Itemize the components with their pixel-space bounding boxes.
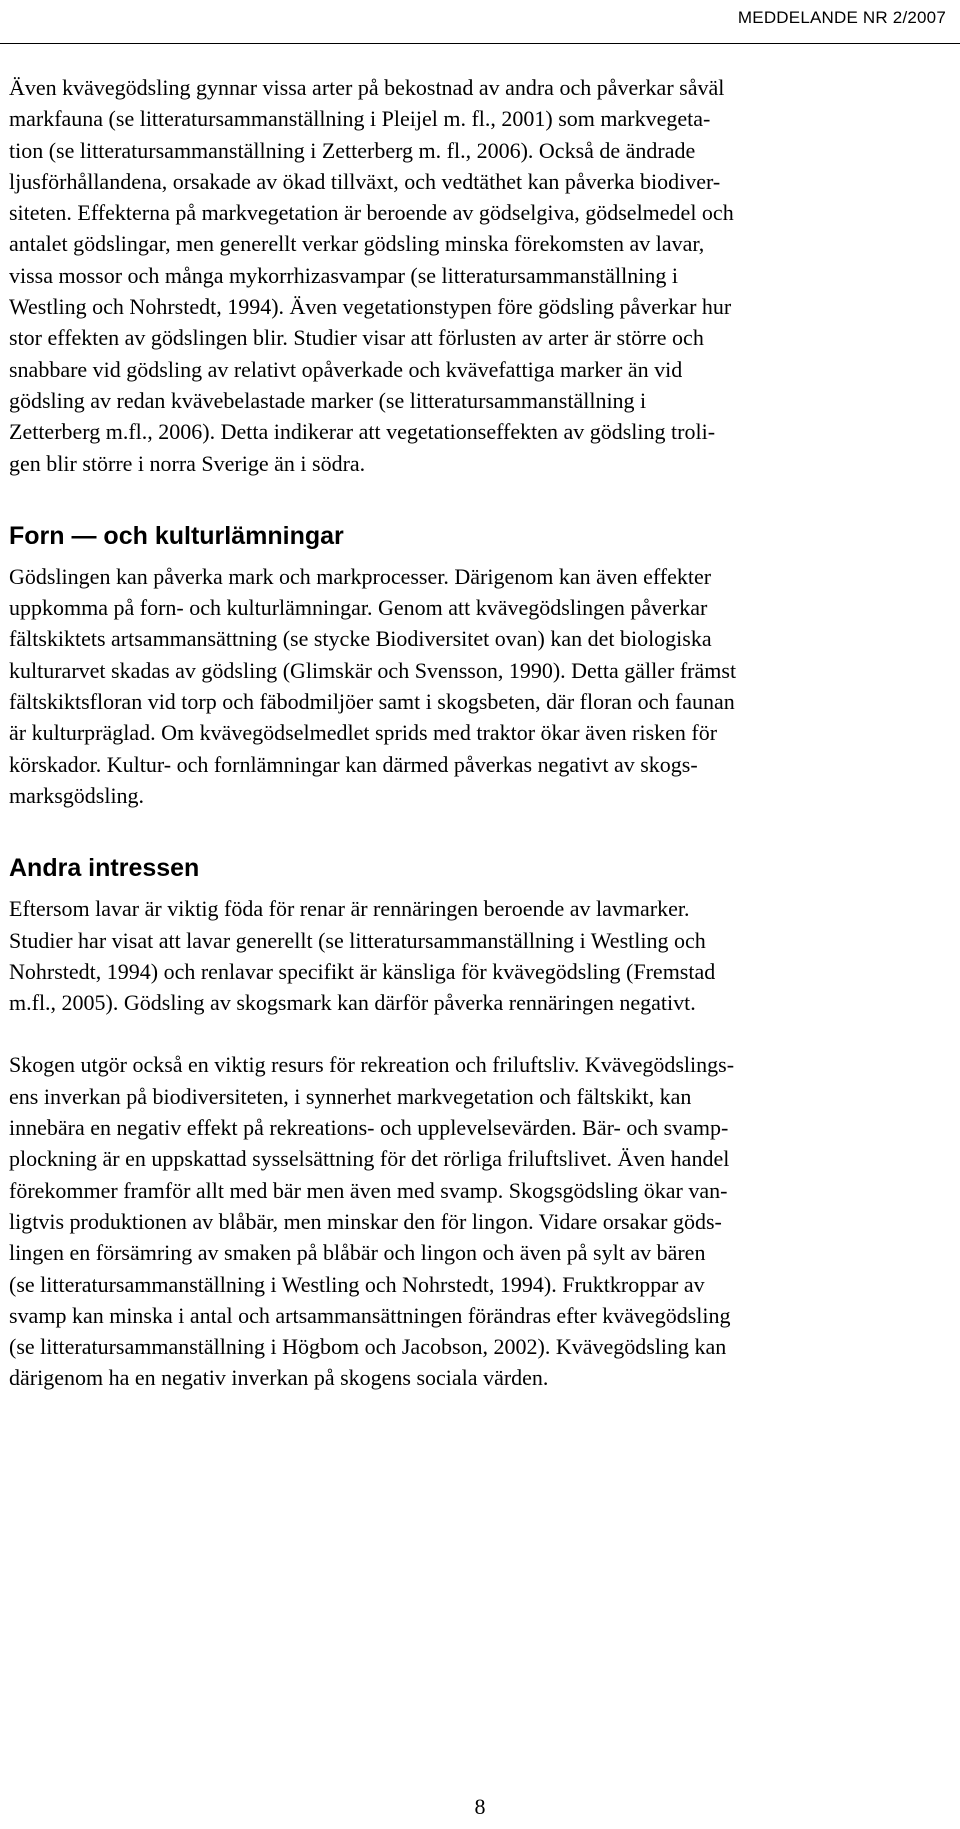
text-line: fältskiktsfloran vid torp och fäbodmiljöer samt i skogsbeten, där floran och faunan [9,689,735,715]
section-heading-forn: Forn — och kulturlämningar [9,521,344,550]
text-line: fältskiktets artsammansättning (se stycke Biodiversitet ovan) kan det biologiska [9,626,712,652]
text-line: vissa mossor och många mykorrhizasvampar (se litteratursammanställning i [9,262,679,288]
text-line: Nohrstedt, 1994) och renlavar specifikt är känsliga för kvävegödsling (Fremstad [9,958,716,984]
text-line: (se litteratursammanställning i Westling och Nohrstedt, 1994). Fruktkroppar av [9,1271,705,1297]
text-line: uppkomma på forn- och kulturlämningar. Genom att kvävegödslingen påverkar [9,595,708,621]
text-line: marksgödsling. [9,782,145,808]
text-line: kulturarvet skadas av gödsling (Glimskär och Svensson, 1990). Detta gäller främst [9,657,737,683]
text-line: förekommer framför allt med bär men även med svamp. Skogsgödsling ökar van- [9,1177,728,1203]
text-line: Gödslingen kan påverka mark och markprocesser. Därigenom kan även effekter [9,563,712,589]
page-number: 8 [474,1794,486,1819]
text-line: ljusförhållandena, orsakade av ökad tillväxt, och vedtäthet kan påverka biodiver- [9,168,721,194]
andra-paragraph-2 [9,1049,943,1393]
text-line: plockning är en uppskattad sysselsättning för det rörliga friluftslivet. Även handel [9,1146,730,1172]
text-line: svamp kan minska i antal och artsammansättningen förändras efter kvävegödsling [9,1302,731,1328]
text-line: antalet gödslingar, men generellt verkar gödsling minska förekomsten av lavar, [9,231,705,257]
text-line: Skogen utgör också en viktig resurs för rekreation och friluftsliv. Kvävegödslings- [9,1052,735,1078]
section-heading-andra: Andra intressen [9,854,200,883]
text-line: ligtvis produktionen av blåbär, men minskar den för lingon. Vidare orsakar göds- [9,1208,722,1234]
text-line: markfauna (se litteratursammanställning i Pleijel m. fl., 2001) som markvegeta- [9,106,711,132]
text-line: Även kvävegödsling gynnar vissa arter på bekostnad av andra och påverkar såväl [9,75,725,100]
header-rule [0,43,960,44]
text-line: ens inverkan på biodiversiteten, i synnerhet markvegetation och fältskikt, kan [9,1083,692,1109]
text-line: m.fl., 2005). Gödsling av skogsmark kan därför påverka rennäringen negativt. [9,990,696,1016]
text-line: Westling och Nohrstedt, 1994). Även vegetationstypen före gödsling påverkar hur [9,294,732,320]
andra-paragraph-1 [9,893,943,1018]
text-line: därigenom ha en negativ inverkan på skogens sociala värden. [9,1365,549,1391]
document-body [9,72,943,1394]
text-line: lingen en försämring av smaken på blåbär och lingon och även på sylt av bären [9,1240,706,1266]
intro-paragraph [9,72,943,479]
text-line: stor effekten av gödslingen blir. Studier visar att förlusten av arter är större och [9,325,704,351]
text-line: innebära en negativ effekt på rekreations- och upplevelsevärden. Bär- och svamp- [9,1115,729,1141]
text-line: siteten. Effekterna på markvegetation är beroende av gödselgiva, gödselmedel och [9,200,734,226]
text-line: Zetterberg m.fl., 2006). Detta indikerar att vegetationseffekten av gödsling troli- [9,419,716,445]
text-line: körskador. Kultur- och fornlämningar kan därmed påverkas negativt av skogs- [9,751,698,777]
text-line: gen blir större i norra Sverige än i södra. [9,450,366,476]
text-line: gödsling av redan kvävebelastade marker (se litteratursammanställning i [9,387,647,413]
text-line: tion (se litteratursammanställning i Zetterberg m. fl., 2006). Också de ändrade [9,137,696,163]
text-line: (se litteratursammanställning i Högbom och Jacobson, 2002). Kvävegödsling kan [9,1334,727,1360]
running-header: MEDDELANDE NR 2/2007 [737,8,946,27]
text-line: är kulturpräglad. Om kvävegödselmedlet sprids med traktor ökar även risken för [9,720,718,746]
forn-paragraph [9,561,943,811]
text-line: snabbare vid gödsling av relativt opåverkade och kvävefattiga marker än vid [9,356,683,382]
text-line: Eftersom lavar är viktig föda för renar är rennäringen beroende av lavmarker. [9,896,690,922]
text-line: Studier har visat att lavar generellt (se litteratursammanställning i Westling och [9,927,706,953]
